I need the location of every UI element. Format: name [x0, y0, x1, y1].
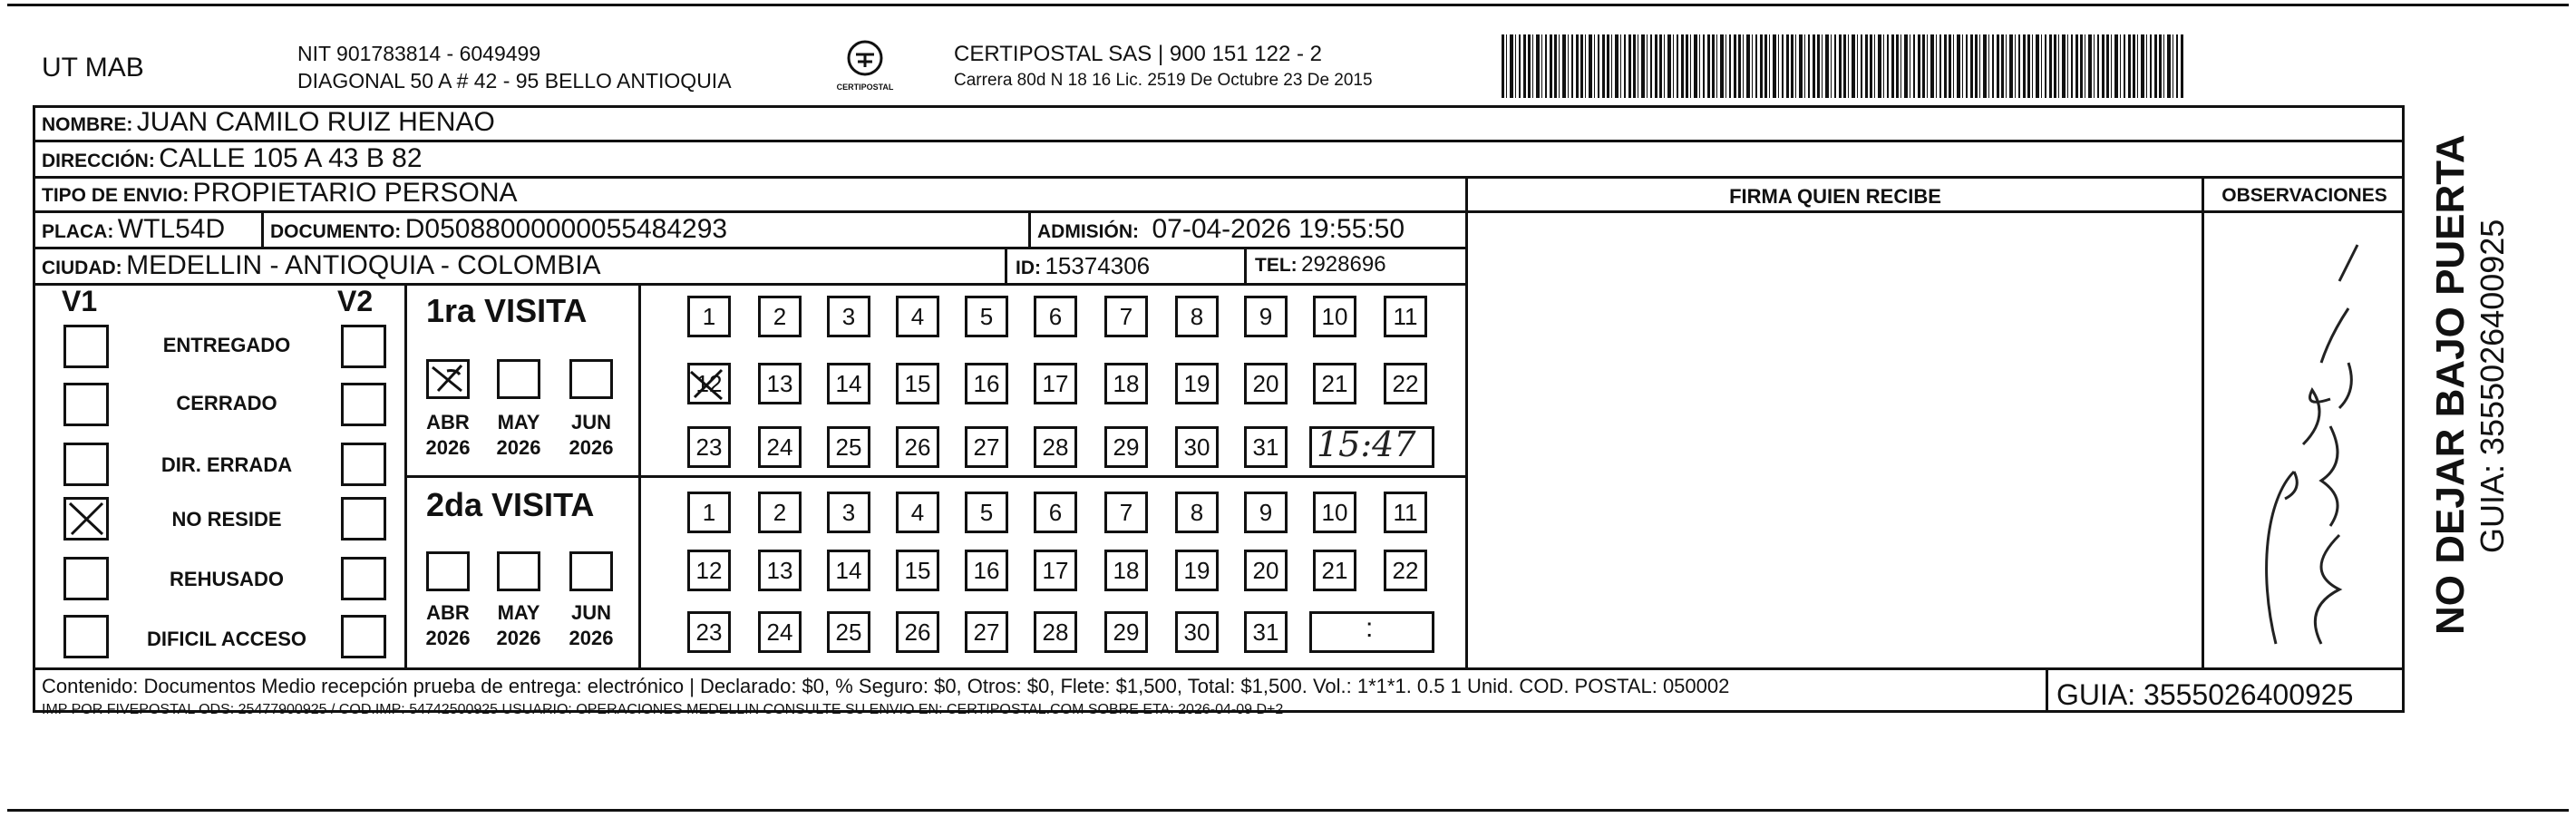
visit2-day-24[interactable]: 24: [758, 611, 802, 653]
observations-handwriting: [2240, 227, 2376, 653]
id-field: [1016, 252, 1150, 280]
visit2-day-19[interactable]: 19: [1175, 550, 1219, 591]
recipient-address: CALLE 105 A 43 B 82: [159, 143, 423, 173]
visit2-day-7[interactable]: 7: [1104, 492, 1148, 533]
visit2-day-16[interactable]: 16: [965, 550, 1008, 591]
logo-icon: [845, 38, 885, 78]
side-guia: GUIA: 3555026400925: [2474, 219, 2511, 553]
certipostal-logo: [832, 38, 898, 102]
visit2-time: :: [1366, 613, 1374, 643]
visit-divider: [404, 475, 1467, 478]
visit1-day-15[interactable]: 15: [896, 363, 939, 404]
visit1-day-24[interactable]: 24: [758, 426, 802, 468]
visit2-day-3[interactable]: 3: [827, 492, 870, 533]
v2-checkbox-dificil-acceso[interactable]: [341, 615, 386, 658]
col-divider: [2202, 176, 2204, 667]
visit2-day-11[interactable]: 11: [1384, 492, 1427, 533]
visit2-title: 2da VISITA: [426, 486, 595, 523]
row-divider: [1465, 210, 2405, 213]
plate-field: [42, 214, 225, 245]
visit1-month-jun-box[interactable]: [569, 359, 613, 399]
visit2-month-may-box[interactable]: [497, 551, 540, 591]
visit2-day-15[interactable]: 15: [896, 550, 939, 591]
shipment-type: PROPIETARIO PERSONA: [192, 178, 518, 208]
visit1-day-1[interactable]: 1: [687, 296, 731, 337]
visit2-day-13[interactable]: 13: [758, 550, 802, 591]
visit1-day-30[interactable]: 30: [1175, 426, 1219, 468]
visit1-title: 1ra VISITA: [426, 292, 588, 329]
v1-checkbox-dificil-acceso[interactable]: [63, 615, 109, 658]
visit1-day-31[interactable]: 31: [1244, 426, 1288, 468]
status-cerrado: CERRADO: [176, 392, 277, 414]
company-name: UT MAB: [42, 53, 144, 83]
signature-header: FIRMA QUIEN RECIBE: [1729, 185, 1941, 208]
visit1-month-abr-box[interactable]: [426, 359, 470, 399]
visit1-day-25[interactable]: 25: [827, 426, 870, 468]
status-entregado: ENTREGADO: [162, 334, 291, 356]
name-label: NOMBRE:: [42, 114, 133, 135]
visit1-day-12[interactable]: 12: [687, 363, 731, 404]
visit1-day-3[interactable]: 3: [827, 296, 870, 337]
city-value: MEDELLIN - ANTIOQUIA - COLOMBIA: [126, 250, 601, 280]
visit2-month-may: MAY: [497, 601, 540, 624]
tel-label: TEL:: [1255, 255, 1298, 276]
v2-checkbox-cerrado[interactable]: [341, 383, 386, 426]
v2-checkbox-entregado[interactable]: [341, 325, 386, 368]
visit2-day-2[interactable]: 2: [758, 492, 802, 533]
visit2-day-28[interactable]: 28: [1034, 611, 1077, 653]
city-field: [42, 250, 601, 281]
observations-header: OBSERVACIONES: [2221, 185, 2387, 206]
logo-text: CERTIPOSTAL: [836, 83, 894, 92]
visit2-day-30[interactable]: 30: [1175, 611, 1219, 653]
visit2-day-1[interactable]: 1: [687, 492, 731, 533]
status-dificil-acceso: DIFICIL ACCESO: [146, 628, 306, 650]
admission-field: [1037, 214, 1405, 245]
type-row: [42, 178, 518, 209]
visit1-year: 2026: [569, 436, 614, 459]
visit2-day-31[interactable]: 31: [1244, 611, 1288, 653]
visit1-day-22[interactable]: 22: [1384, 363, 1427, 404]
company-address: DIAGONAL 50 A # 42 - 95 BELLO ANTIOQUIA: [297, 69, 732, 93]
checkmark-x-icon: [429, 362, 467, 396]
top-border: [7, 4, 2569, 6]
v1-checkbox-no-reside[interactable]: [63, 497, 109, 540]
v1-checkbox-dir-errada[interactable]: [63, 443, 109, 486]
visit1-day-29[interactable]: 29: [1104, 426, 1148, 468]
visit2-day-5[interactable]: 5: [965, 492, 1008, 533]
row-divider: [33, 247, 1467, 249]
visit2-month-jun-box[interactable]: [569, 551, 613, 591]
v2-header: V2: [337, 285, 374, 317]
footer-guia: GUIA: 3555026400925: [2056, 678, 2354, 711]
visit1-day-8[interactable]: 8: [1175, 296, 1219, 337]
checkmark-x-icon: [66, 500, 106, 538]
tel-value: 2928696: [1301, 252, 1386, 277]
visit2-day-9[interactable]: 9: [1244, 492, 1288, 533]
visit1-day-5[interactable]: 5: [965, 296, 1008, 337]
visit1-day-27[interactable]: 27: [965, 426, 1008, 468]
visit1-day-26[interactable]: 26: [896, 426, 939, 468]
col-divider: [1465, 176, 1468, 667]
type-label: TIPO DE ENVIO:: [42, 185, 190, 206]
col-divider: [1244, 247, 1247, 285]
v1-checkbox-rehusado[interactable]: [63, 557, 109, 600]
visit2-year: 2026: [569, 627, 614, 649]
address-label: DIRECCIÓN:: [42, 151, 155, 171]
visit1-year: 2026: [496, 436, 541, 459]
visit1-day-17[interactable]: 17: [1034, 363, 1077, 404]
visit2-day-18[interactable]: 18: [1104, 550, 1148, 591]
v1-checkbox-cerrado[interactable]: [63, 383, 109, 426]
visit1-month-abr: ABR: [426, 411, 470, 433]
visit1-day-7[interactable]: 7: [1104, 296, 1148, 337]
visit1-day-10[interactable]: 10: [1313, 296, 1356, 337]
v1-checkbox-entregado[interactable]: [63, 325, 109, 368]
visit2-month-abr: ABR: [426, 601, 470, 624]
col-divider: [261, 210, 264, 248]
carrier-license: Carrera 80d N 18 16 Lic. 2519 De Octubre 23 De 2015: [954, 71, 1373, 90]
visit1-day-18[interactable]: 18: [1104, 363, 1148, 404]
side-notice: NO DEJAR BAJO PUERTA: [2428, 134, 2473, 635]
plate-value: WTL54D: [117, 214, 226, 244]
visit2-day-10[interactable]: 10: [1313, 492, 1356, 533]
visit1-day-19[interactable]: 19: [1175, 363, 1219, 404]
v1-header: V1: [62, 285, 98, 317]
carrier-name: CERTIPOSTAL SAS | 900 151 122 - 2: [954, 42, 1322, 66]
document-label: DOCUMENTO:: [270, 221, 402, 242]
footer-content: Contenido: Documentos Medio recepción prueba de entrega: electrónico | Declarado: $0, % Seguro: $0, Otros: $0, Flete: $1,500, Total: $1,500. Vol.: 1*1*1. 0.5 1 Unid. COD. POSTAL: 050002: [42, 675, 1730, 697]
visit1-month-jun: JUN: [570, 411, 611, 433]
id-label: ID:: [1016, 258, 1041, 278]
visit1-time: 15:47: [1317, 424, 1416, 464]
row-divider: [33, 283, 1467, 286]
visit1-day-4[interactable]: 4: [896, 296, 939, 337]
visit2-day-4[interactable]: 4: [896, 492, 939, 533]
v2-checkbox-no-reside[interactable]: [341, 497, 386, 540]
company-nit: NIT 901783814 - 6049499: [297, 42, 541, 65]
day-12-check-mark: [685, 365, 729, 404]
document-value: D050880000000554842​93: [404, 214, 728, 244]
recipient-name: JUAN CAMILO RUIZ HENAO: [136, 107, 495, 137]
address-row: [42, 143, 423, 174]
visit2-day-17[interactable]: 17: [1034, 550, 1077, 591]
visit1-day-2[interactable]: 2: [758, 296, 802, 337]
visit1-day-21[interactable]: 21: [1313, 363, 1356, 404]
name-row: [42, 107, 495, 138]
visit2-day-27[interactable]: 27: [965, 611, 1008, 653]
visit1-day-9[interactable]: 9: [1244, 296, 1288, 337]
visit2-day-21[interactable]: 21: [1313, 550, 1356, 591]
status-dir-errada: DIR. ERRADA: [160, 453, 293, 476]
visit1-day-6[interactable]: 6: [1034, 296, 1077, 337]
handwriting-signature-icon: [2240, 227, 2376, 653]
col-divider: [2046, 667, 2048, 713]
v2-checkbox-dir-errada[interactable]: [341, 443, 386, 486]
visit1-day-20[interactable]: 20: [1244, 363, 1288, 404]
visit2-day-25[interactable]: 25: [827, 611, 870, 653]
col-divider: [1005, 247, 1007, 285]
admission-label: ADMISIÓN:: [1037, 221, 1139, 242]
visit2-year: 2026: [496, 627, 541, 649]
visit1-day-16[interactable]: 16: [965, 363, 1008, 404]
visit1-day-11[interactable]: 11: [1384, 296, 1427, 337]
footer-imp: IMP POR FIVEPOSTAL ODS: 25477900925 / COD.IMP: 54742500925 USUARIO: OPERACIONES MEDELLIN CONSULTE SU ENVIO EN: CERTIPOSTAL.COM SOBRE ETA: 2026-04-09 D+2: [42, 702, 1284, 717]
visit2-month-abr-box[interactable]: [426, 551, 470, 591]
visit2-day-26[interactable]: 26: [896, 611, 939, 653]
footer-divider: [33, 667, 2405, 670]
visit2-day-12[interactable]: 12: [687, 550, 731, 591]
v2-checkbox-rehusado[interactable]: [341, 557, 386, 600]
visit1-month-may-box[interactable]: [497, 359, 540, 399]
visit2-day-22[interactable]: 22: [1384, 550, 1427, 591]
visit1-day-13[interactable]: 13: [758, 363, 802, 404]
barcode: [1502, 34, 2183, 98]
visit2-day-14[interactable]: 14: [827, 550, 870, 591]
visit1-day-28[interactable]: 28: [1034, 426, 1077, 468]
tel-field: [1255, 252, 1386, 278]
row-divider: [33, 140, 2405, 142]
document-field: [270, 214, 727, 245]
plate-label: PLACA:: [42, 221, 114, 242]
visit2-month-jun: JUN: [570, 601, 611, 624]
visit2-day-20[interactable]: 20: [1244, 550, 1288, 591]
visit1-month-may: MAY: [497, 411, 540, 433]
city-label: CIUDAD:: [42, 258, 122, 278]
visit2-year: 2026: [425, 627, 471, 649]
visit2-day-29[interactable]: 29: [1104, 611, 1148, 653]
admission-value: 07-04-2026 19:55:50: [1152, 214, 1405, 244]
visit1-year: 2026: [425, 436, 471, 459]
bottom-border: [7, 809, 2569, 812]
id-value: 15374306: [1045, 252, 1151, 279]
visit2-day-23[interactable]: 23: [687, 611, 731, 653]
visit1-day-23[interactable]: 23: [687, 426, 731, 468]
col-divider: [1028, 210, 1031, 248]
visit2-day-8[interactable]: 8: [1175, 492, 1219, 533]
visit1-day-14[interactable]: 14: [827, 363, 870, 404]
status-no-reside: NO RESIDE: [171, 508, 282, 531]
status-rehusado: REHUSADO: [170, 568, 284, 590]
visit2-day-6[interactable]: 6: [1034, 492, 1077, 533]
